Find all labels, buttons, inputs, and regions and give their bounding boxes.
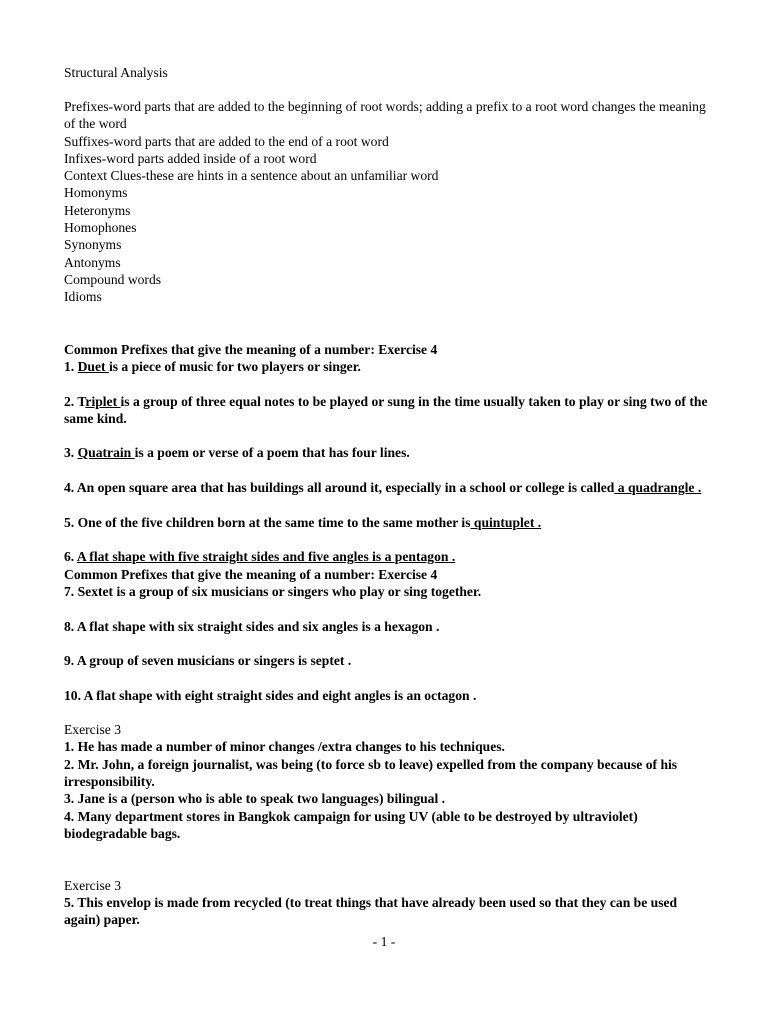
definition-context-clues: Context Clues-these are hints in a sentence about an unfamiliar word: [64, 168, 439, 183]
exercise4-item-9: 9. A group of seven musicians or singers is septet .: [64, 653, 352, 668]
exercise4-item-6: [64, 548, 714, 565]
definition-infixes: Infixes-word parts added inside of a root word: [64, 151, 317, 166]
term-compound-words: Compound words: [64, 272, 162, 287]
item-number: 1.: [64, 359, 78, 374]
exercise4-item-3: [64, 444, 714, 461]
exercise3-item-1: 1. He has made a number of minor changes /extra changes to his techniques.: [64, 739, 505, 754]
exercise3-item-3: 3. Jane is a (person who is able to speak two languages) bilingual .: [64, 791, 446, 806]
item-text: is a group of three equal notes to be played or sung in the time usually taken to play or sing two of the same kind.: [64, 394, 708, 427]
item-number: 6.: [64, 549, 77, 564]
exercise4-item-5: [64, 514, 714, 531]
exercise3-heading-repeat: Exercise 3: [64, 878, 121, 893]
answer-text: riplet: [85, 394, 121, 409]
exercise4-heading: Common Prefixes that give the meaning of a number: Exercise 4: [64, 342, 438, 357]
answer-text: A flat shape with five straight sides and five angles is a pentagon .: [76, 549, 456, 564]
exercise3-item-2: 2. Mr. John, a foreign journalist, was being (to force sb to leave) expelled from the company because of his irresponsibility.: [64, 757, 678, 790]
term-idioms: Idioms: [64, 289, 102, 304]
item-text: 5. One of the five children born at the same time to the same mother is: [64, 515, 471, 530]
exercise4-item-10: 10. A flat shape with eight straight sides and eight angles is an octagon .: [64, 688, 477, 703]
term-homonyms: Homonyms: [64, 185, 128, 200]
exercise4-item-4: [64, 479, 714, 496]
answer-text: Quatrain: [77, 445, 135, 460]
item-number: 2. T: [64, 394, 86, 409]
term-synonyms: Synonyms: [64, 237, 122, 252]
item-number: 3.: [64, 445, 78, 460]
term-antonyms: Antonyms: [64, 255, 121, 270]
term-homophones: Homophones: [64, 220, 137, 235]
document-title: Structural Analysis: [64, 65, 168, 80]
answer-text: a quadrangle .: [614, 480, 702, 495]
page-number: - 1 -: [372, 934, 396, 949]
exercise4-item-1: [64, 358, 714, 375]
exercise4-item-2: [64, 393, 714, 427]
exercise3-item-4: 4. Many department stores in Bangkok campaign for using UV (able to be destroyed by ultraviolet) biodegradable bags.: [64, 809, 638, 842]
item-text: 4. An open square area that has buildings all around it, especially in a school or college is called: [64, 480, 615, 495]
item-text: is a piece of music for two players or singer.: [108, 359, 361, 374]
definition-prefixes: Prefixes-word parts that are added to the beginning of root words; adding a prefix to a root word changes the meaning of the word: [64, 99, 706, 132]
exercise3-item-5: 5. This envelop is made from recycled (to treat things that have already been used so that they can be used again) paper.: [64, 895, 678, 928]
exercise4-heading-repeat: Common Prefixes that give the meaning of a number: Exercise 4: [64, 567, 438, 582]
exercise3-heading: Exercise 3: [64, 722, 121, 737]
answer-text: Duet: [77, 359, 109, 374]
definition-suffixes: Suffixes-word parts that are added to the end of a root word: [64, 134, 389, 149]
term-heteronyms: Heteronyms: [64, 203, 131, 218]
item-text: is a poem or verse of a poem that has four lines.: [134, 445, 410, 460]
exercise4-item-7: 7. Sextet is a group of six musicians or singers who play or sing together.: [64, 584, 482, 599]
answer-text: quintuplet .: [470, 515, 542, 530]
exercise4-item-8: 8. A flat shape with six straight sides and six angles is a hexagon .: [64, 619, 440, 634]
